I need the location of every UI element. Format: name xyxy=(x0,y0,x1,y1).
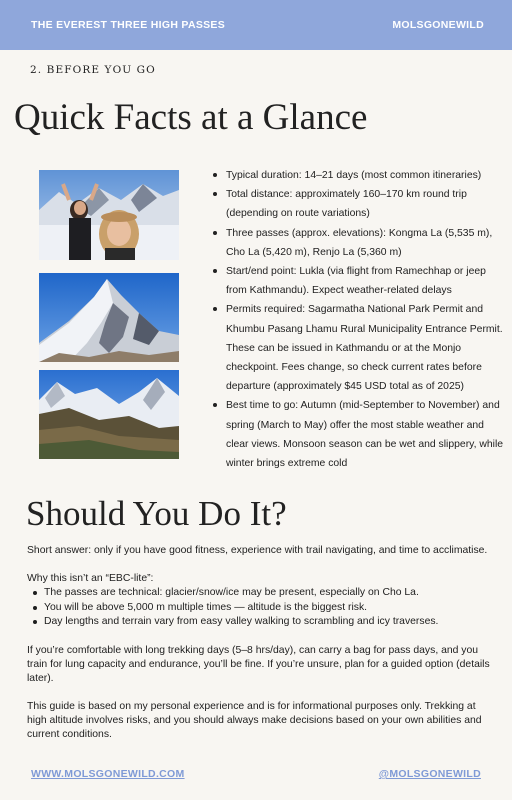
mountain-peak-photo xyxy=(39,273,179,362)
quick-facts-list xyxy=(209,166,504,473)
guide-title: THE EVEREST THREE HIGH PASSES xyxy=(31,19,226,31)
reason-item: You will be above 5,000 m multiple times — altitude is the biggest risk. xyxy=(30,601,497,616)
reason-item: Day lengths and terrain vary from easy valley walking to scrambling and icy traverses. xyxy=(30,615,497,630)
should-you-title: Should You Do It? xyxy=(26,494,287,533)
why-heading: Why this isn’t an “EBC-lite”: xyxy=(27,573,154,584)
fact-duration: Typical duration: 14–21 days (most common itineraries) xyxy=(209,166,504,185)
fact-permits: Permits required: Sagarmatha National Park Permit and Khumbu Pasang Lhamu Rural Municipality Entrance Permit. These can be issued in Kathmandu or at the Monjo checkpoint. Fees change, so check current rates before departure (approximately $45 USD total as of 2025) xyxy=(209,300,504,396)
fact-distance: Total distance: approximately 160–170 km round trip (depending on route variations) xyxy=(209,185,504,223)
reasons-list xyxy=(27,586,497,630)
fact-passes: Three passes (approx. elevations): Kongma La (5,535 m), Cho La (5,420 m), Renjo La (5,360 m) xyxy=(209,224,504,262)
brand-name: MOLSGONEWILD xyxy=(392,19,484,31)
reason-item: The passes are technical: glacier/snow/ice may be present, especially on Cho La. xyxy=(30,586,497,601)
selfie-snow-photo xyxy=(39,170,179,260)
website-link[interactable]: WWW.MOLSGONEWILD.COM xyxy=(31,768,185,780)
quick-facts-title: Quick Facts at a Glance xyxy=(14,97,368,138)
fitness-paragraph: If you’re comfortable with long trekking days (5–8 hrs/day), can carry a bag for pass days, and you train for lung capacity and endurance, you’ll be fine. If you’re unsure, plan for a guided option (details later). xyxy=(27,644,490,684)
header-bar xyxy=(0,0,512,50)
section-label: 2. BEFORE YOU GO xyxy=(30,64,156,76)
social-handle-link[interactable]: @MOLSGONEWILD xyxy=(378,768,481,780)
valley-mountains-photo xyxy=(39,370,179,459)
should-you-body xyxy=(27,544,497,756)
fact-best-time: Best time to go: Autumn (mid-September to November) and spring (March to May) offer the most stable weather and clear views. Monsoon season can be wet and slippery, while winter brings extreme cold xyxy=(209,396,504,473)
fact-start-end: Start/end point: Lukla (via flight from Ramechhap or jeep from Kathmandu). Expect weather-related delays xyxy=(209,262,504,300)
short-answer-text: Short answer: only if you have good fitness, experience with trail navigating, and time to acclimatise. xyxy=(27,545,488,556)
disclaimer-text: This guide is based on my personal experience and is for informational purposes only. Trekking at high altitude involves risks, and you should always make decisions based on your own abilities and current conditions. xyxy=(27,700,482,740)
